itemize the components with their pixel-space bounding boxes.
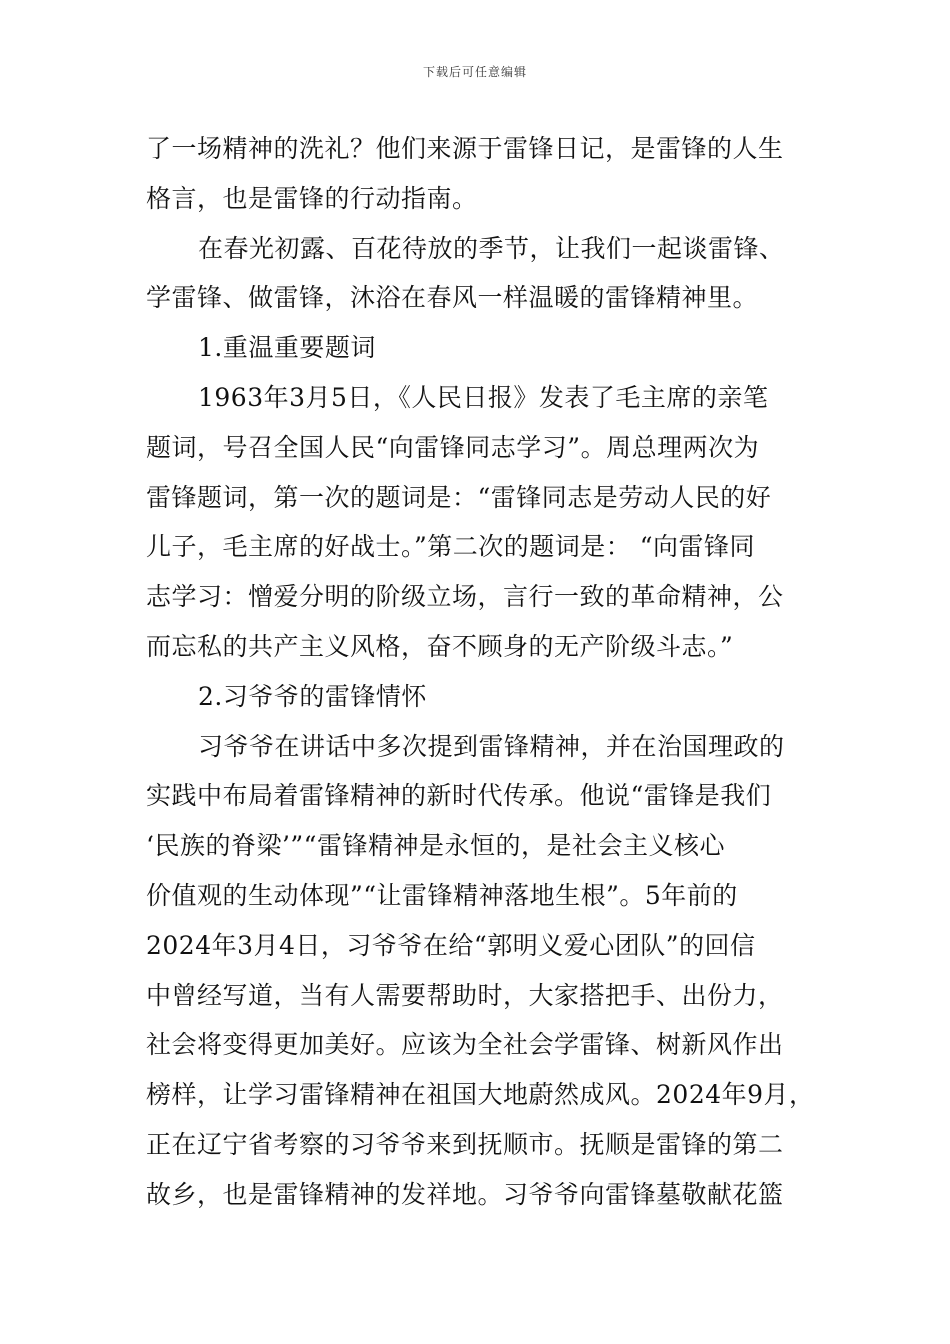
text-line-21: 正在辽宁省考察的习爷爷来到抚顺市。抚顺是雷锋的第二	[146, 1129, 784, 1159]
section-heading-2: 2.习爷爷的雷锋情怀	[198, 681, 427, 711]
text-line-18: 中曾经写道，当有人需要帮助时，大家搭把手、出份力，	[146, 980, 784, 1010]
text-line-20: 榜样，让学习雷锋精神在祖国大地蔚然成风。2024年9月，	[146, 1080, 815, 1110]
text-line-3: 在春光初露、百花待放的季节，让我们一起谈雷锋、	[198, 233, 785, 263]
text-line-13: 习爷爷在讲话中多次提到雷锋精神，并在治国理政的	[198, 731, 785, 761]
text-line-11: 而忘私的共产主义风格，奋不顾身的无产阶级斗志。”	[146, 631, 734, 661]
document-body	[146, 124, 818, 1220]
text-line-14: 实践中布局着雷锋精神的新时代传承。他说“雷锋是我们	[146, 781, 772, 811]
section-heading-1: 1.重温重要题词	[198, 333, 376, 363]
text-line-9: 儿子，毛主席的好战士。”第二次的题词是： “向雷锋同	[146, 532, 756, 562]
text-line-2: 格言，也是雷锋的行动指南。	[146, 183, 478, 213]
text-line-19: 社会将变得更加美好。应该为全社会学雷锋、树新风作出	[146, 1030, 784, 1060]
page-header-note: 下载后可任意编辑	[422, 65, 527, 79]
text-line-4: 学雷锋、做雷锋，沐浴在春风一样温暖的雷锋精神里。	[146, 283, 759, 313]
text-line-17: 2024年3月4日，习爷爷在给“郭明义爱心团队”的回信	[146, 930, 756, 960]
text-line-6: 1963年3月5日，《人民日报》发表了毛主席的亲笔	[198, 382, 769, 412]
text-line-1: 了一场精神的洗礼？他们来源于雷锋日记，是雷锋的人生	[146, 134, 784, 163]
text-line-15: ‘民族的脊梁’”“雷锋精神是永恒的，是社会主义核心	[146, 831, 725, 861]
text-line-10: 志学习：憎爱分明的阶级立场，言行一致的革命精神，公	[146, 582, 784, 612]
text-line-22: 故乡，也是雷锋精神的发祥地。习爷爷向雷锋墓敬献花篮	[146, 1179, 784, 1209]
text-line-7: 题词，号召全国人民“向雷锋同志学习”。周总理两次为	[146, 432, 760, 462]
text-line-8: 雷锋题词，第一次的题词是：“雷锋同志是劳动人民的好	[146, 482, 772, 512]
text-line-16: 价值观的生动体现”“让雷锋精神落地生根”。5年前的	[146, 880, 738, 910]
